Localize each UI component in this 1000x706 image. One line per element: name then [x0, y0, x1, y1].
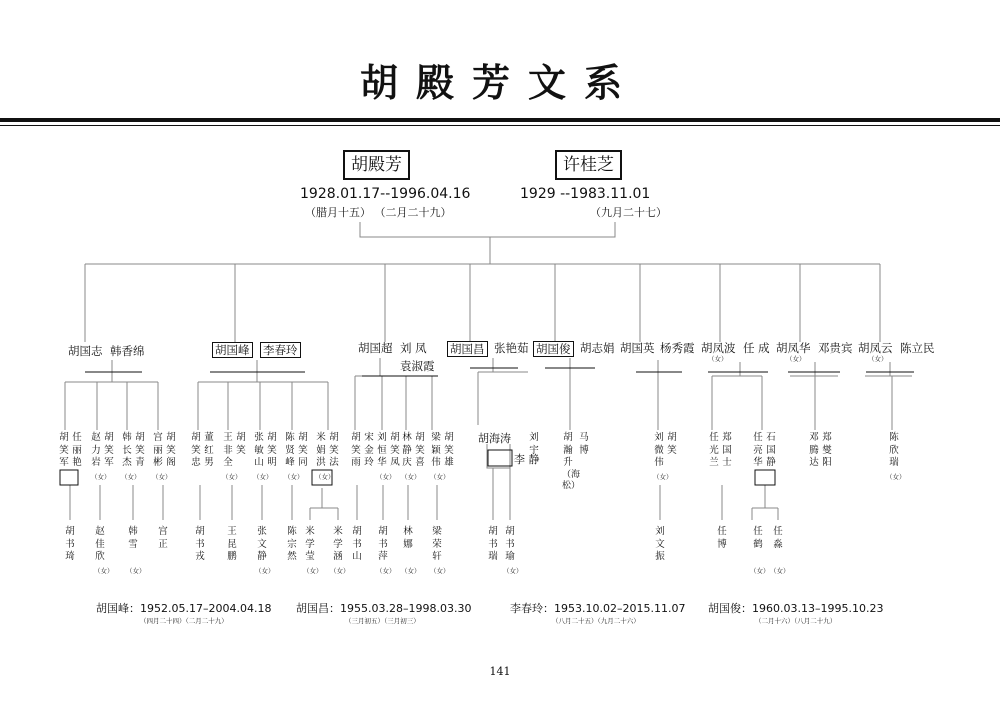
footnote-dates: 胡国昌：1955.03.28–1998.03.30 [296, 602, 472, 615]
gen4-note: （女） [401, 567, 421, 575]
gen3-spouse: 宋金玲 [364, 432, 374, 468]
gen3-name: 任光兰 [709, 432, 719, 468]
gen2-name: 胡国昌 [447, 341, 488, 357]
gen4-note: （女） [126, 567, 146, 575]
gen2-note: （女） [708, 355, 728, 363]
gen3-note: （女） [91, 473, 111, 481]
gen3-note: （女） [430, 473, 450, 481]
gen3-spouse: 胡笑雄 [444, 432, 454, 468]
gen4-name: 任鹤 [753, 526, 763, 550]
gen2-name: 胡凤云 [858, 341, 893, 355]
gen3-note: （女） [315, 473, 335, 481]
gen2-spouse: 胡志娟 [580, 341, 615, 355]
footnote-lunar: （八月二十五）（九月二十六） [552, 617, 640, 625]
gen4-name: 胡书萍 [378, 526, 388, 562]
gen3-name: 赵力岩 [91, 432, 101, 468]
gen2-name: 胡凤华 [776, 341, 811, 355]
gen3-spouse: 任丽艳 [72, 432, 82, 468]
gen4-name: 胡书瑜 [505, 526, 515, 562]
gen2-spouse: 任 成 [743, 341, 770, 355]
gen3-name: 梁颖伟 [431, 432, 441, 468]
gen4-name: 刘文振 [655, 526, 665, 562]
gen4-note: （女） [770, 567, 790, 575]
gen4-name: 胡书戎 [195, 526, 205, 562]
founder-name: 胡殿芳 [343, 150, 410, 180]
gen3-name: 任亮华 [753, 432, 763, 468]
gen3-spouse: 胡笑同 [298, 432, 308, 468]
gen3-spouse: 胡笑 [236, 432, 246, 456]
gen2-name: 胡国志 [68, 344, 103, 358]
gen4-name: 任淼 [773, 526, 783, 550]
gen2-name: 胡国超 [358, 341, 393, 355]
gen2-name: 胡国峰 [212, 342, 253, 358]
gen4-name: 胡书山 [352, 526, 362, 562]
gen4-name: 赵佳欣 [95, 526, 105, 562]
founder-lunar: （腊月十五） （二月二十九） [305, 206, 452, 219]
gen2-note: （女） [868, 355, 888, 363]
gen3-name: 林静庆 [402, 432, 412, 468]
page-title: 胡殿芳文系 [359, 60, 640, 105]
gen4-name: 胡书琦 [65, 526, 75, 562]
founder-dates: 1928.01.17--1996.04.16 [300, 186, 471, 202]
gen3-note: （女） [152, 473, 172, 481]
gen3-spouse: 胡笑青 [135, 432, 145, 468]
footnote-lunar: （四月二十四）（二月二十九） [140, 617, 228, 625]
gen3-note: （女） [253, 473, 273, 481]
footnote-lunar: （三月初五）（三月初三） [345, 617, 420, 625]
gen3-name: 韩长杰 [122, 432, 132, 468]
founder-spouse-name: 许桂芝 [555, 150, 622, 180]
gen3-spouse: 胡笑军 [104, 432, 114, 468]
gen3-note: （女） [376, 473, 396, 481]
gen3-extra: （海松） [562, 470, 581, 491]
gen4-name: 王昆鹏 [227, 526, 237, 562]
footnote-dates: 李春玲：1953.10.02–2015.11.07 [510, 602, 686, 615]
gen4-name: 米学莹 [305, 526, 315, 562]
gen3-name: 米娟洪 [316, 432, 326, 468]
gen3-name: 胡笑忠 [191, 432, 201, 468]
gen3-spouse: 胡笑阁 [166, 432, 176, 468]
footnote-dates: 胡国俊：1960.03.13–1995.10.23 [708, 602, 884, 615]
gen3-name: 胡笑军 [59, 432, 69, 468]
gen2-spouse: 张艳茹 [494, 341, 529, 355]
gen4-name: 韩 雪 [128, 526, 138, 550]
gen4-name: 任 博 [717, 526, 727, 550]
gen2-name: 胡国俊 [533, 341, 574, 357]
gen3-spouse: 胡笑 [667, 432, 677, 456]
gen2-spouse: 韩香绵 [110, 344, 145, 358]
gen4-name: 张文静 [257, 526, 267, 562]
gen4-note: （女） [330, 567, 350, 575]
gen3-note: （女） [284, 473, 304, 481]
gen3-note: （女） [886, 473, 906, 481]
gen3-name: 宫丽彬 [153, 432, 163, 468]
page-number: 141 [489, 665, 511, 678]
gen3-name: 陈欣瑞 [889, 432, 899, 468]
gen4-name: 胡书瑞 [488, 526, 498, 562]
gen3-name: 陈贤峰 [285, 432, 295, 468]
gen3-spouse: 胡笑明 [267, 432, 277, 468]
gen4-note: （女） [303, 567, 323, 575]
gen3-name: 王非全 [223, 432, 233, 468]
gen4-name: 宫 正 [158, 526, 168, 550]
gen3-spouse: 马 博 [579, 432, 589, 456]
gen3-spouse: 胡笑法 [329, 432, 339, 468]
gen3-spouse: 刘 宇 [529, 432, 539, 456]
gen2-spouse: 刘 凤 [400, 341, 427, 355]
gen4-note: （女） [255, 567, 275, 575]
gen3-spouse: 郑燮阳 [822, 432, 832, 468]
gen3-name: 胡海涛 [478, 432, 511, 445]
gen3-note: （女） [401, 473, 421, 481]
gen3-spouse: 董红男 [204, 432, 214, 468]
gen4-note: （女） [503, 567, 523, 575]
gen3-name: 邓腾达 [809, 432, 819, 468]
gen2-name: 胡国英 [620, 341, 655, 355]
gen3-spouse: 胡笑喜 [415, 432, 425, 468]
gen3-name: 胡瀚升 [563, 432, 573, 468]
gen3-note: （女） [653, 473, 673, 481]
gen4-name: 梁荣轩 [432, 526, 442, 562]
gen2-name: 胡凤波 [701, 341, 736, 355]
gen3-name: 刘微伟 [654, 432, 664, 468]
gen4-note: （女） [376, 567, 396, 575]
gen3-spouse: 郑国士 [722, 432, 732, 468]
gen4-name: 米学涵 [333, 526, 343, 562]
gen4-note: （女） [430, 567, 450, 575]
founder-spouse-dates: 1929 --1983.11.01 [520, 186, 651, 202]
gen2-spouse: 杨秀霞 [660, 341, 695, 355]
gen3-note: （女） [121, 473, 141, 481]
gen3-note: （女） [222, 473, 242, 481]
gen3-spouse: 石国静 [766, 432, 776, 468]
gen3-name: 胡笑雨 [351, 432, 361, 468]
gen4-name: 林 娜 [403, 526, 413, 550]
gen2-spouse: 李春玲 [260, 342, 301, 358]
founder-spouse-lunar: （九月二十七） [590, 206, 667, 219]
gen4-name: 陈宗然 [287, 526, 297, 562]
gen3-spouse: 李 静 [514, 453, 540, 466]
gen2-note: （女） [786, 355, 806, 363]
gen3-name: 刘恒华 [377, 432, 387, 468]
gen3-spouse: 胡笑凤 [390, 432, 400, 468]
gen4-note: （女） [94, 567, 114, 575]
footnote-dates: 胡国峰：1952.05.17–2004.04.18 [96, 602, 272, 615]
gen2-spouse: 袁淑霞 [400, 359, 435, 373]
gen4-note: （女） [750, 567, 770, 575]
gen2-spouse: 陈立民 [900, 341, 935, 355]
gen2-spouse: 邓贵宾 [818, 341, 853, 355]
gen3-name: 张敏山 [254, 432, 264, 468]
footnote-lunar: （二月十六）（八月二十九） [755, 617, 837, 625]
